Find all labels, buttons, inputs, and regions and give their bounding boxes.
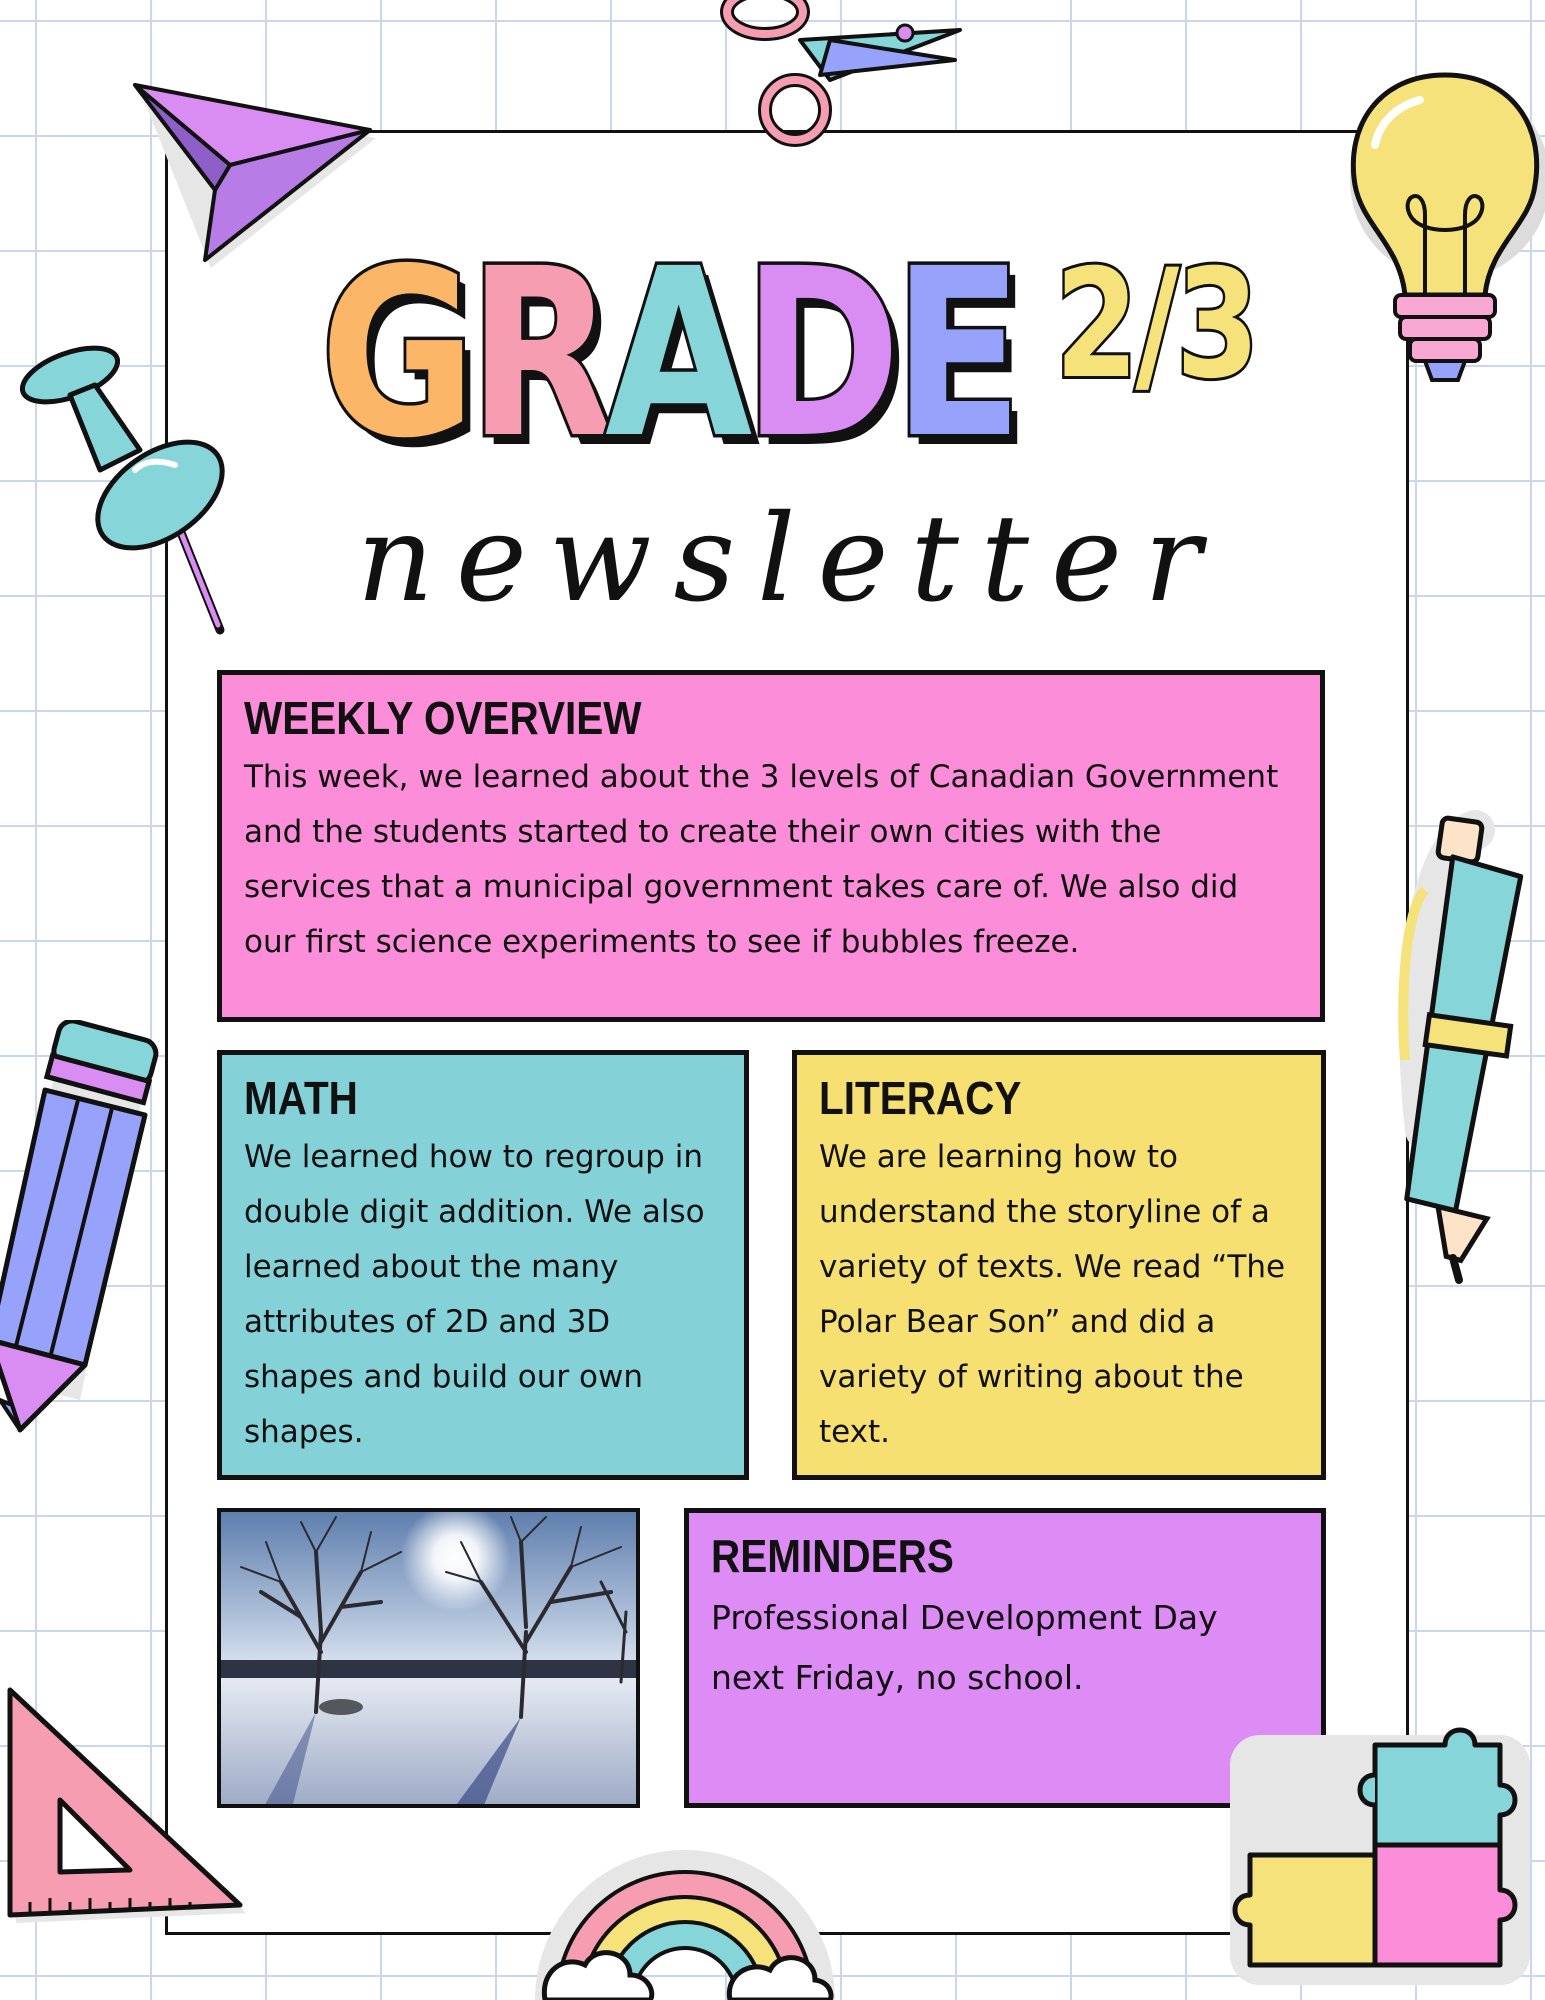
title-letter-a: A (605, 219, 748, 489)
literacy-card (792, 1050, 1326, 1480)
literacy-body: We are learning how to understand the storyline of a variety of texts. We read “The Polar Bear Son” and did a variety of writing about the text. (819, 1138, 1286, 1450)
lightbulb-icon (1340, 65, 1545, 415)
newsletter-subtitle: newsletter (356, 490, 1224, 629)
triangle-ruler-icon (0, 1680, 260, 1940)
title-letter-r: R (468, 219, 611, 489)
scissors-icon (720, 0, 980, 160)
rainbow-icon (535, 1790, 835, 2000)
push-pin-icon (0, 330, 240, 640)
reminders-body: Professional Development Day next Friday, no school. (711, 1597, 1218, 1697)
pen-icon (1385, 800, 1545, 1290)
winter-trees-illustration (221, 1512, 640, 1808)
title-letter-g: G (320, 219, 472, 489)
weekly-overview-heading: WEEKLY OVERVIEW (244, 692, 642, 744)
math-body: We learned how to regroup in double digit addition. We also learned about the many attributes of 2D and 3D shapes and build our own shapes. (244, 1138, 705, 1450)
weekly-overview-card (217, 670, 1325, 1022)
puzzle-icon (1210, 1715, 1545, 2000)
paper-plane-icon (120, 70, 390, 270)
math-heading: MATH (244, 1072, 358, 1124)
math-card (217, 1050, 749, 1480)
title-letter-d: D (742, 219, 896, 489)
winter-trees-photo (217, 1508, 640, 1808)
literacy-heading: LITERACY (819, 1072, 1022, 1124)
reminders-heading: REMINDERS (711, 1530, 954, 1582)
pencil-icon (0, 1020, 170, 1440)
weekly-overview-body: This week, we learned about the 3 levels of Canadian Government and the students started to create their own cities with the services that a municipal government takes care of. We also did our first science experiments to see if bubbles freeze. (244, 758, 1279, 960)
newsletter-title (320, 219, 1019, 489)
title-letter-e: E (893, 219, 1019, 489)
grade-number: 2/3 (1055, 238, 1257, 412)
